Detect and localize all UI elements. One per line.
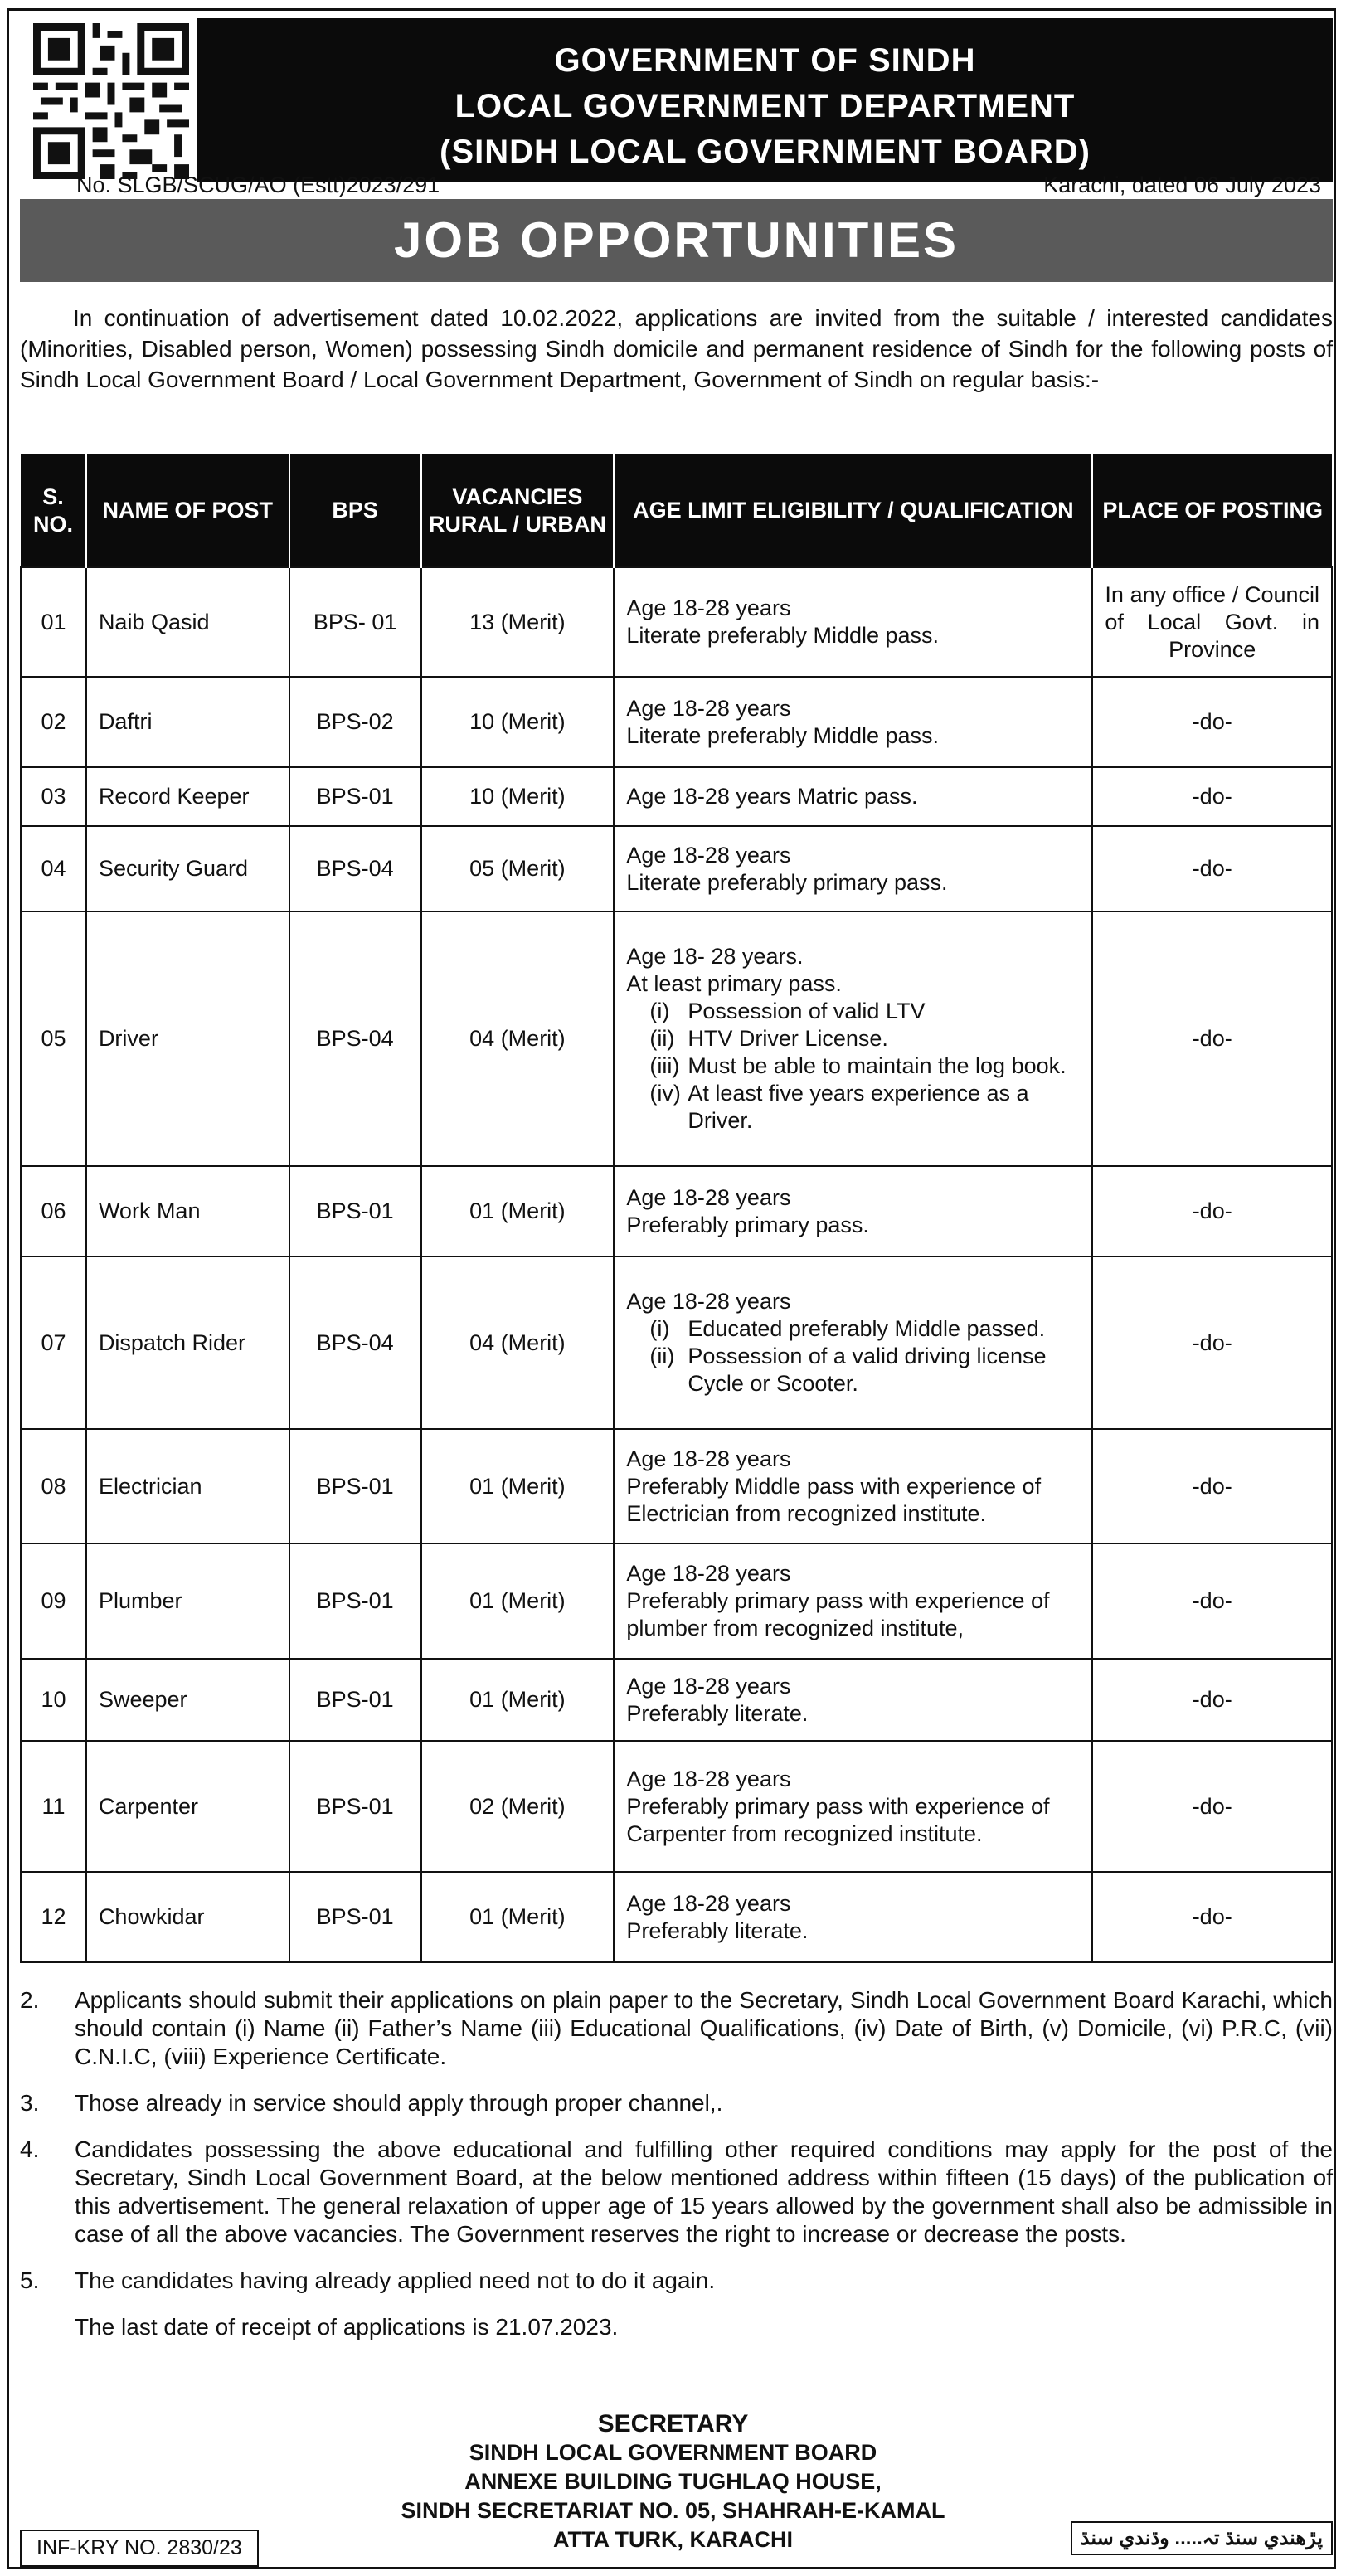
serial-number: 03 xyxy=(21,767,86,826)
note-item xyxy=(20,2313,1333,2341)
serial-number: 07 xyxy=(21,1256,86,1429)
qualification-line: Age 18-28 years Matric pass. xyxy=(626,784,918,809)
department-header xyxy=(197,18,1333,182)
qualification xyxy=(614,767,1092,826)
note-number: 2. xyxy=(20,1987,40,2013)
qualification xyxy=(614,911,1092,1166)
bps-grade: BPS-01 xyxy=(289,767,421,826)
bps-grade: BPS-01 xyxy=(289,1166,421,1256)
place-of-posting: -do- xyxy=(1092,1166,1332,1256)
col-header-vacancies: VACANCIES RURAL / URBAN xyxy=(421,454,615,567)
qualification xyxy=(614,677,1092,767)
serial-number: 12 xyxy=(21,1872,86,1962)
qualification xyxy=(614,826,1092,911)
qualification-line: Literate preferably Middle pass. xyxy=(626,623,940,648)
qualification-line: Preferably literate. xyxy=(626,1700,809,1726)
place-of-posting: -do- xyxy=(1092,1256,1332,1429)
bps-grade: BPS-04 xyxy=(289,911,421,1166)
qualification-item xyxy=(626,1315,1080,1343)
serial-number: 11 xyxy=(21,1741,86,1872)
place-of-posting: -do- xyxy=(1092,911,1332,1166)
qualification-line: Literate preferably Middle pass. xyxy=(626,722,940,748)
serial-number: 02 xyxy=(21,677,86,767)
table-row xyxy=(21,1659,1332,1741)
post-name: Dispatch Rider xyxy=(86,1256,289,1429)
note-number xyxy=(20,2313,75,2341)
bps-grade: BPS-01 xyxy=(289,1543,421,1659)
qualification-line: Age 18- 28 years. xyxy=(626,944,804,969)
bps-grade: BPS- 01 xyxy=(289,567,421,677)
bps-grade: BPS-01 xyxy=(289,1659,421,1741)
qualification-line: Age 18-28 years xyxy=(626,595,791,620)
place-of-posting: -do- xyxy=(1092,1429,1332,1543)
item-number: (ii) xyxy=(649,1026,675,1051)
post-name: Security Guard xyxy=(86,826,289,911)
vacancies: 04 (Merit) xyxy=(421,1256,615,1429)
item-text: At least five years experience as a Driver. xyxy=(688,1081,1029,1133)
bps-grade: BPS-04 xyxy=(289,1256,421,1429)
post-name: Record Keeper xyxy=(86,767,289,826)
place-of-posting: -do- xyxy=(1092,1741,1332,1872)
table-row xyxy=(21,567,1332,677)
table-row xyxy=(21,826,1332,911)
post-name: Work Man xyxy=(86,1166,289,1256)
note-number: 5. xyxy=(20,2267,40,2293)
serial-number: 08 xyxy=(21,1429,86,1543)
place-of-posting: -do- xyxy=(1092,1659,1332,1741)
place-of-posting: -do- xyxy=(1092,767,1332,826)
table-row xyxy=(21,911,1332,1166)
post-name: Chowkidar xyxy=(86,1872,289,1962)
qualification-line: Preferably primary pass with experience of plumber from recognized institute, xyxy=(626,1588,1050,1640)
qualification xyxy=(614,1659,1092,1741)
notes-list xyxy=(20,1986,1333,2360)
place-of-posting: In any office / Council of Local Govt. in Province xyxy=(1092,567,1332,677)
item-text: Possession of valid LTV xyxy=(688,999,926,1023)
note-item xyxy=(20,2089,1333,2117)
qualification xyxy=(614,1741,1092,1872)
vacancies: 01 (Merit) xyxy=(421,1543,615,1659)
table-row xyxy=(21,1872,1332,1962)
vacancies: 10 (Merit) xyxy=(421,677,615,767)
place-of-posting: -do- xyxy=(1092,677,1332,767)
table-row xyxy=(21,1256,1332,1429)
qualification-item xyxy=(626,1052,1080,1080)
address-line-3: SINDH SECRETARIAT NO. 05, SHAHRAH-E-KAMAL xyxy=(401,2498,945,2523)
item-text: HTV Driver License. xyxy=(688,1026,888,1051)
item-text: Educated preferably Middle passed. xyxy=(688,1316,1046,1341)
qualification xyxy=(614,1256,1092,1429)
intro-paragraph: In continuation of advertisement dated 10.02.2022, applications are invited from the suitable / interested candidates (Minorities, Disabled person, Women) possessing Sindh domicile and permanent residence of Sindh for the following posts of Sindh Local Government Board / Local Government Department, Government of Sindh on regular basis:- xyxy=(20,305,1333,392)
note-text: Those already in service should apply through proper channel,. xyxy=(75,2090,723,2116)
serial-number: 01 xyxy=(21,567,86,677)
serial-number: 04 xyxy=(21,826,86,911)
vacancies: 05 (Merit) xyxy=(421,826,615,911)
bps-grade: BPS-01 xyxy=(289,1429,421,1543)
vacancies: 02 (Merit) xyxy=(421,1741,615,1872)
col-header-post: NAME OF POST xyxy=(86,454,289,567)
table-header-row xyxy=(21,454,1332,567)
vacancies: 04 (Merit) xyxy=(421,911,615,1166)
col-header-place: PLACE OF POSTING xyxy=(1092,454,1332,567)
qualification-line: Age 18-28 years xyxy=(626,1561,791,1586)
qualification-item xyxy=(626,1080,1080,1135)
post-name: Driver xyxy=(86,911,289,1166)
address-line-2: ANNEXE BUILDING TUGHLAQ HOUSE, xyxy=(464,2469,882,2494)
table-row xyxy=(21,1741,1332,1872)
post-name: Daftri xyxy=(86,677,289,767)
table-row xyxy=(21,1166,1332,1256)
note-text: The candidates having already applied need not to do it again. xyxy=(75,2267,716,2293)
post-name: Sweeper xyxy=(86,1659,289,1741)
item-number: (iii) xyxy=(649,1053,680,1078)
col-header-bps: BPS xyxy=(289,454,421,567)
jobs-table xyxy=(20,454,1333,1963)
item-number: (i) xyxy=(649,999,670,1023)
qualification-line: Age 18-28 years xyxy=(626,695,791,721)
qualification-line: Preferably Middle pass with experience of Electrician from recognized institute. xyxy=(626,1473,1042,1526)
header-line-3: (SINDH LOCAL GOVERNMENT BOARD) xyxy=(440,134,1091,170)
table-row xyxy=(21,767,1332,826)
post-name: Plumber xyxy=(86,1543,289,1659)
table-row xyxy=(21,677,1332,767)
qualification-line: Literate preferably primary pass. xyxy=(626,869,948,895)
item-number: (i) xyxy=(649,1316,670,1341)
inf-number: INF-KRY NO. 2830/23 xyxy=(20,2530,259,2567)
table-row xyxy=(21,1543,1332,1659)
bps-grade: BPS-01 xyxy=(289,1872,421,1962)
vacancies: 01 (Merit) xyxy=(421,1659,615,1741)
item-text: Must be able to maintain the log book. xyxy=(688,1053,1067,1078)
qualification xyxy=(614,1429,1092,1543)
qualification-line: Age 18-28 years xyxy=(626,1766,791,1791)
vacancies: 10 (Merit) xyxy=(421,767,615,826)
qualification-line: Age 18-28 years xyxy=(626,1446,791,1471)
place-of-posting: -do- xyxy=(1092,826,1332,911)
reference-number: No. SLGB/SCUG/AO (Estt)2023/291 xyxy=(76,173,440,197)
note-number: 4. xyxy=(20,2136,40,2162)
qualification-line: Preferably primary pass. xyxy=(626,1212,869,1237)
qualification-item xyxy=(626,998,1080,1025)
serial-number: 09 xyxy=(21,1543,86,1659)
date-line: Karachi, dated 06 July 2023 xyxy=(1043,173,1321,197)
qualification-line: At least primary pass. xyxy=(626,971,842,996)
vacancies: 01 (Merit) xyxy=(421,1166,615,1256)
table-row xyxy=(21,1429,1332,1543)
vacancies: 01 (Merit) xyxy=(421,1872,615,1962)
item-text: Possession of a valid driving license Cycle or Scooter. xyxy=(688,1344,1047,1396)
qr-code-icon xyxy=(33,23,189,179)
bps-grade: BPS-01 xyxy=(289,1741,421,1872)
qualification-line: Age 18-28 years xyxy=(626,1673,791,1699)
qualification-line: Preferably primary pass with experience of Carpenter from recognized institute. xyxy=(626,1793,1050,1846)
header-line-1: GOVERNMENT OF SINDH xyxy=(554,42,976,79)
post-name: Carpenter xyxy=(86,1741,289,1872)
signatory-title: SECRETARY xyxy=(597,2410,749,2437)
col-header-sno: S. NO. xyxy=(21,454,86,567)
qualification xyxy=(614,567,1092,677)
page-title: JOB OPPORTUNITIES xyxy=(20,199,1333,282)
serial-number: 05 xyxy=(21,911,86,1166)
address-line-4: ATTA TURK, KARACHI xyxy=(553,2527,793,2552)
place-of-posting: -do- xyxy=(1092,1872,1332,1962)
qualification-line: Preferably literate. xyxy=(626,1917,809,1943)
note-text: Candidates possessing the above educational and fulfilling other required conditions may apply for the post of the Secretary, Sindh Local Government Board, at the below mentioned address within fifteen (15 days) of the publication of this advertisement. The general relaxation of upper age of 15 years allowed by the government shall also be admissible in case of all the above vacancies. The Government reserves the right to increase or decrease the posts. xyxy=(75,2136,1333,2247)
note-text: The last date of receipt of applications is 21.07.2023. xyxy=(75,2314,619,2340)
qualification-line: Age 18-28 years xyxy=(626,1289,791,1314)
header-line-2: LOCAL GOVERNMENT DEPARTMENT xyxy=(454,88,1076,124)
serial-number: 06 xyxy=(21,1166,86,1256)
note-number: 3. xyxy=(20,2090,40,2116)
qualification-line: Age 18-28 years xyxy=(626,1890,791,1916)
qualification-item xyxy=(626,1343,1080,1397)
qualification-line: Age 18-28 years xyxy=(626,842,791,868)
qualification-item xyxy=(626,1025,1080,1052)
vacancies: 13 (Merit) xyxy=(421,567,615,677)
note-item xyxy=(20,1986,1333,2071)
vacancies: 01 (Merit) xyxy=(421,1429,615,1543)
bps-grade: BPS-02 xyxy=(289,677,421,767)
note-item xyxy=(20,2267,1333,2295)
serial-number: 10 xyxy=(21,1659,86,1741)
post-name: Naib Qasid xyxy=(86,567,289,677)
address-line-1: SINDH LOCAL GOVERNMENT BOARD xyxy=(469,2440,877,2465)
qualification xyxy=(614,1872,1092,1962)
bps-grade: BPS-04 xyxy=(289,826,421,911)
note-text: Applicants should submit their applications on plain paper to the Secretary, Sindh Local Government Board Karachi, which should contain (i) Name (ii) Father’s Name (iii) Educational Qualifications, (iv) Date of Birth, (v) Domicile, (vi) P.R.C, (vii) C.N.I.C, (viii) Experience Certificate. xyxy=(75,1987,1333,2069)
item-number: (iv) xyxy=(649,1081,681,1106)
qualification xyxy=(614,1543,1092,1659)
qualification-line: Age 18-28 years xyxy=(626,1184,791,1210)
col-header-qualification: AGE LIMIT ELIGIBILITY / QUALIFICATION xyxy=(614,454,1092,567)
place-of-posting: -do- xyxy=(1092,1543,1332,1659)
note-item xyxy=(20,2136,1333,2248)
sindhi-slogan: پڙهندي سنڌ تہ..... وڌندي سنڌ xyxy=(1071,2521,1333,2555)
qualification xyxy=(614,1166,1092,1256)
post-name: Electrician xyxy=(86,1429,289,1543)
item-number: (ii) xyxy=(649,1344,675,1368)
